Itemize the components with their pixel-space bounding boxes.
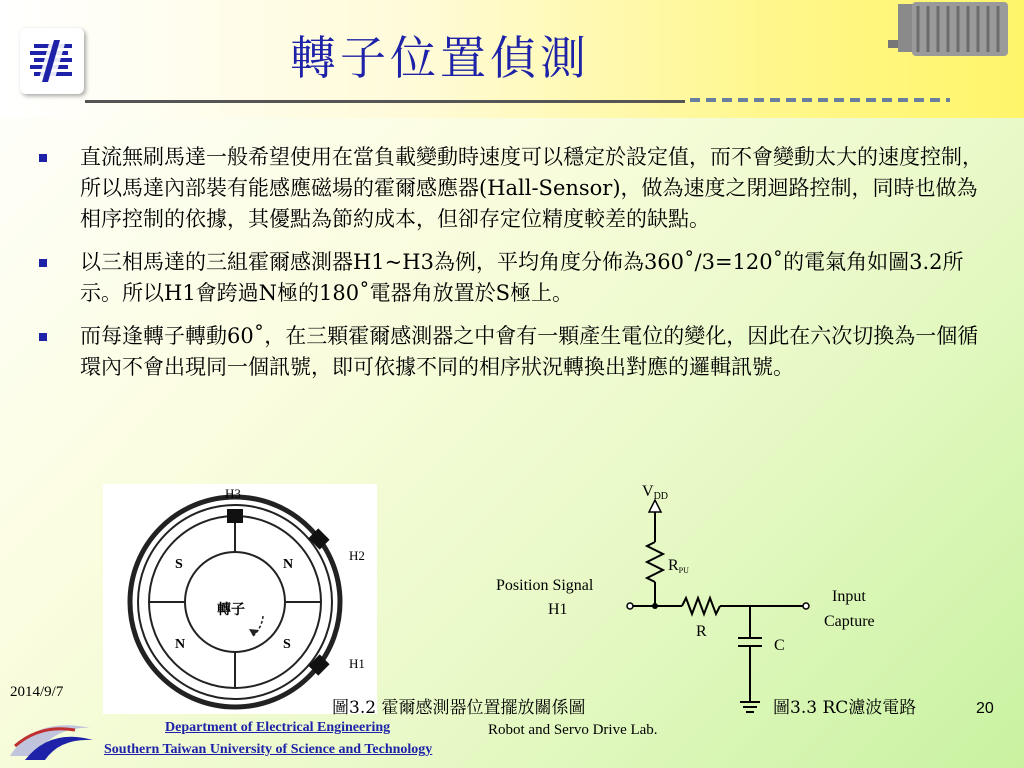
bullet-text: 以三相馬達的三組霍爾感測器H1~H3為例，平均角度分佈為360˚/3=120˚的電氣角如圖3.2所示。所以H1會跨過N極的180˚電器角放置於S極上。 xyxy=(80,250,964,305)
motor-image xyxy=(888,0,1024,58)
bullet-square-icon xyxy=(39,259,47,267)
slide-date: 2014/9/7 xyxy=(10,684,64,700)
bullet-text: 而每逢轉子轉動60˚，在三顆霍爾感測器之中會有一顆產生電位的變化，因此在六次切換為一個循環內不會出現同一個訊號，即可依據不同的相序狀況轉換出對應的邏輯訊號。 xyxy=(80,324,979,379)
title-dotted-rule xyxy=(690,98,950,102)
sensor-label-h1: H1 xyxy=(349,656,365,671)
bullet-text: 直流無刷馬達一般希望使用在當負載變動時速度可以穩定於設定值，而不會變動太大的速度控制，所以馬達內部裝有能感應磁場的霍爾感應器(Hall-Sensor)，做為速度之閉迴路控制，同時也做為相序控制的依據，其優點為節約成本，但卻存定位精度較差的缺點。 xyxy=(80,145,983,231)
page-title: 轉子位置偵測 xyxy=(290,31,590,85)
rotor-label: 轉子 xyxy=(217,603,245,618)
vdd-label: VDD xyxy=(642,483,669,502)
resistor-label: R xyxy=(696,623,707,640)
title-underline xyxy=(85,100,685,103)
hall-sensor-figure xyxy=(103,484,377,714)
pole-label: S xyxy=(175,557,183,572)
university-name: Southern Taiwan University of Science and Technology xyxy=(104,742,433,757)
figure-3-2-caption: 圖3.2 霍爾感測器位置擺放關係圖 xyxy=(332,698,586,718)
bullet-item xyxy=(35,321,995,383)
bullet-list xyxy=(35,142,995,395)
sensor-label-h3: H3 xyxy=(225,486,241,501)
bullet-item xyxy=(35,247,995,309)
pole-label: S xyxy=(283,637,291,652)
sensor-label-h2: H2 xyxy=(349,548,365,563)
h3-sensor-marker xyxy=(227,509,243,523)
lab-name: Robot and Servo Drive Lab. xyxy=(488,722,658,738)
capacitor-label: C xyxy=(774,637,785,654)
pole-label: N xyxy=(175,637,186,652)
bullet-item xyxy=(35,142,995,235)
rpu-label: RPU xyxy=(668,557,689,575)
input-signal-label: Position Signal xyxy=(496,577,594,594)
figure-3-3-caption: 圖3.3 RC濾波電路 xyxy=(773,698,917,718)
page-number: 20 xyxy=(976,700,994,717)
footer-logo-icon xyxy=(5,716,95,766)
rc-filter-circuit xyxy=(488,476,908,721)
input-signal-h1-label: H1 xyxy=(548,601,568,618)
department-name: Department of Electrical Engineering xyxy=(165,720,391,735)
pole-label: N xyxy=(283,557,294,572)
bullet-square-icon xyxy=(39,333,47,341)
output-label-input: Input xyxy=(832,588,866,605)
bullet-square-icon xyxy=(39,154,47,162)
output-label-capture: Capture xyxy=(824,613,875,630)
university-logo xyxy=(20,28,84,94)
